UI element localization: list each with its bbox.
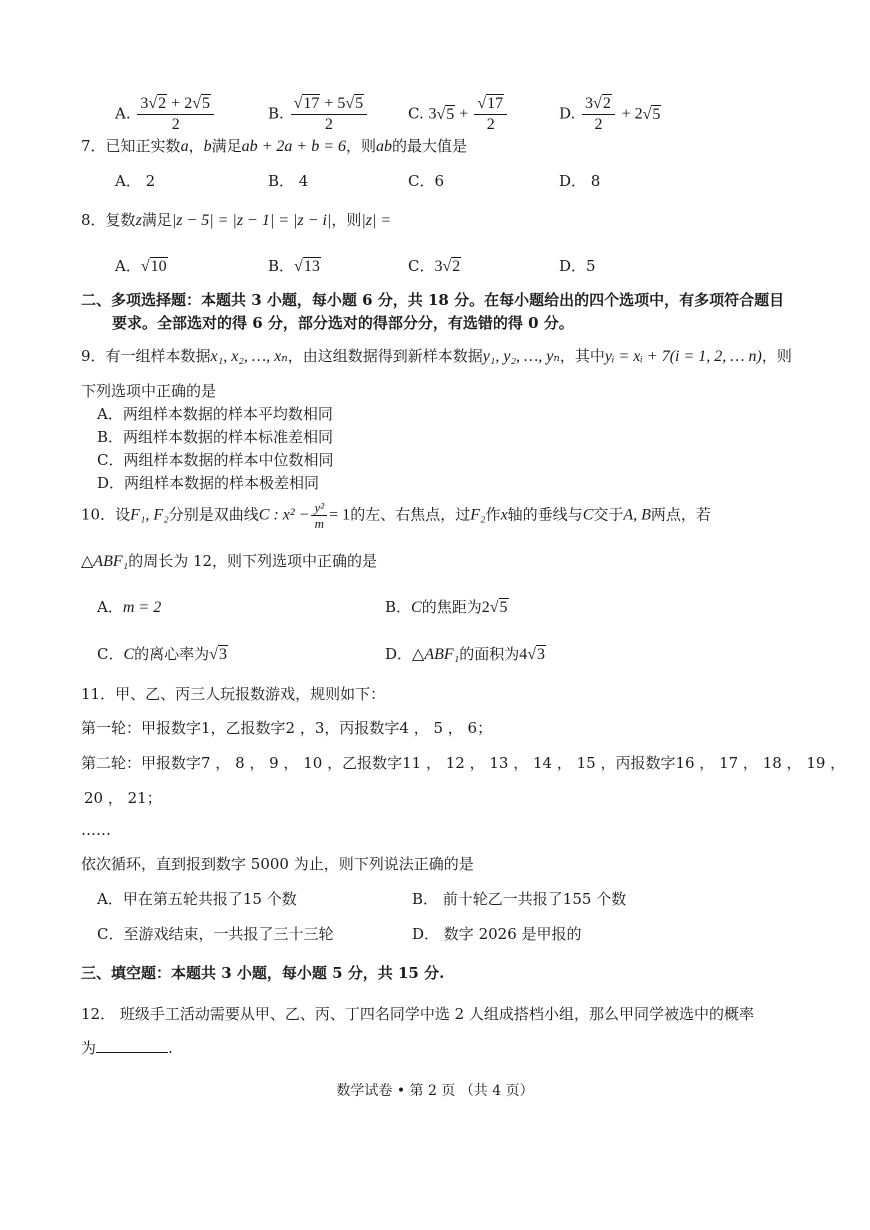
q11-option-b: B． 前十轮乙一共报了155 个数 [412, 890, 627, 908]
q9-option-b: B．两组样本数据的样本标准差相同 [97, 428, 334, 446]
option-label: D. [559, 104, 576, 123]
answer-blank[interactable] [96, 1038, 168, 1053]
option-label: C. [408, 104, 424, 123]
fraction: $\frac{\text{y²}}{m}$ [311, 500, 327, 531]
q7-option-a: A． 2 [115, 172, 156, 190]
q11-option-d: D． 数字 2026 是甲报的 [412, 925, 582, 943]
q6-option-a [115, 94, 216, 135]
q8-option-c: C．3√2 [408, 257, 461, 275]
q6-option-b [268, 94, 369, 135]
section2-heading-line1: 二、多项选择题：本题共 3 小题，每小题 6 分，共 18 分。在每小题给出的四个选项中，有多项符合题目 [81, 291, 785, 309]
q6-option-c: C. 3√5 + $\frac{√17}{2}$ [408, 94, 509, 135]
q12-stem: 12． 班级手工活动需要从甲、乙、丙、丁四名同学中选 2 人组成搭档小组，那么甲同学被选中的概率 [81, 1005, 754, 1023]
q9-stem: 9．有一组样本数据x₁, x₂, …, xₙ，由这组数据得到新样本数据y₁, y₂, …, yₙ，其中yᵢ = xᵢ + 7(i = 1, 2, … n)，则 [81, 347, 792, 365]
q10-option-d: D．△ABF₁的面积为4√3 [385, 645, 546, 663]
q11-ellipsis: …… [81, 821, 111, 839]
q11-option-c: C．至游戏结束，一共报了三十三轮 [97, 925, 334, 943]
q12-stem-line2: 为 . [81, 1039, 173, 1057]
fraction: $\frac{3√2}{2}$ [582, 94, 615, 135]
q6-option-d: D. $\frac{3√2}{2}$ + 2√5 [559, 95, 661, 133]
q10-option-b: B．C的焦距为2√5 [385, 598, 508, 616]
q10-option-a: A．m = 2 [97, 598, 162, 616]
page-footer: 数学试卷 • 第 2 页 （共 4 页） [336, 1083, 534, 1099]
q7-option-b: B． 4 [268, 172, 309, 190]
q10-stem-line2: △ABF₁的周长为 12，则下列选项中正确的是 [81, 552, 378, 570]
q11-round1: 第一轮：甲报数字1，乙报数字2 ，3，丙报数字4 ， 5 ， 6； [81, 719, 493, 737]
q9-option-d: D．两组样本数据的样本极差相同 [97, 474, 320, 492]
option-label: B. [268, 104, 284, 123]
q8-option-b: B．√13 [268, 257, 320, 275]
q11-round2-cont: 20 ， 21； [84, 789, 162, 807]
q8-stem: 8．复数z满足|z − 5| = |z − 1| = |z − i|，则|z| = [81, 211, 392, 229]
fraction: $\frac{√17}{2}$ [474, 94, 507, 135]
fraction: $\frac{√17 + 5√5}{2}$ [291, 94, 368, 135]
q11-stem: 11．甲、乙、丙三人玩报数游戏，规则如下： [81, 685, 386, 703]
section3-heading: 三、填空题：本题共 3 小题，每小题 5 分，共 15 分. [81, 964, 445, 982]
q11-option-a: A．甲在第五轮共报了15 个数 [97, 890, 297, 908]
section2-heading-line2: 要求。全部选对的得 6 分，部分选对的得部分分，有选错的得 0 分。 [112, 314, 574, 332]
q8-option-d: D．5 [559, 257, 596, 275]
q10-option-c: C．C的离心率为√3 [97, 645, 227, 663]
fraction: $\frac{3√2 + 2√5}{2}$ [137, 94, 214, 135]
q7-option-d: D． 8 [559, 172, 601, 190]
q11-stem-tail: 依次循环，直到报到数字 5000 为止，则下列说法正确的是 [81, 855, 474, 873]
q9-option-a: A．两组样本数据的样本平均数相同 [97, 405, 333, 423]
q8-option-a: A．√10 [115, 257, 167, 275]
option-label: A. [115, 104, 131, 123]
q11-round2: 第二轮：甲报数字7 ， 8 ， 9 ， 10 ，乙报数字11 ， 12 ， 13 ， 14 ， 15 ，丙报数字16 ， 17 ， 18 ， 19 ， [81, 754, 846, 772]
q7-option-c: C．6 [408, 172, 445, 190]
q7-stem: 7．已知正实数a，b满足ab + 2a + b = 6，则ab的最大值是 [81, 137, 468, 155]
q10-stem: 10．设F₁, F₂分别是双曲线C : x² − $\frac{\text{y²}}{m}$ = 1的左、右焦点，过F₂作x轴的垂线与C交于A, B两点，若 [81, 500, 711, 531]
q9-stem-line2: 下列选项中正确的是 [81, 382, 217, 400]
q9-option-c: C．两组样本数据的样本中位数相同 [97, 451, 334, 469]
